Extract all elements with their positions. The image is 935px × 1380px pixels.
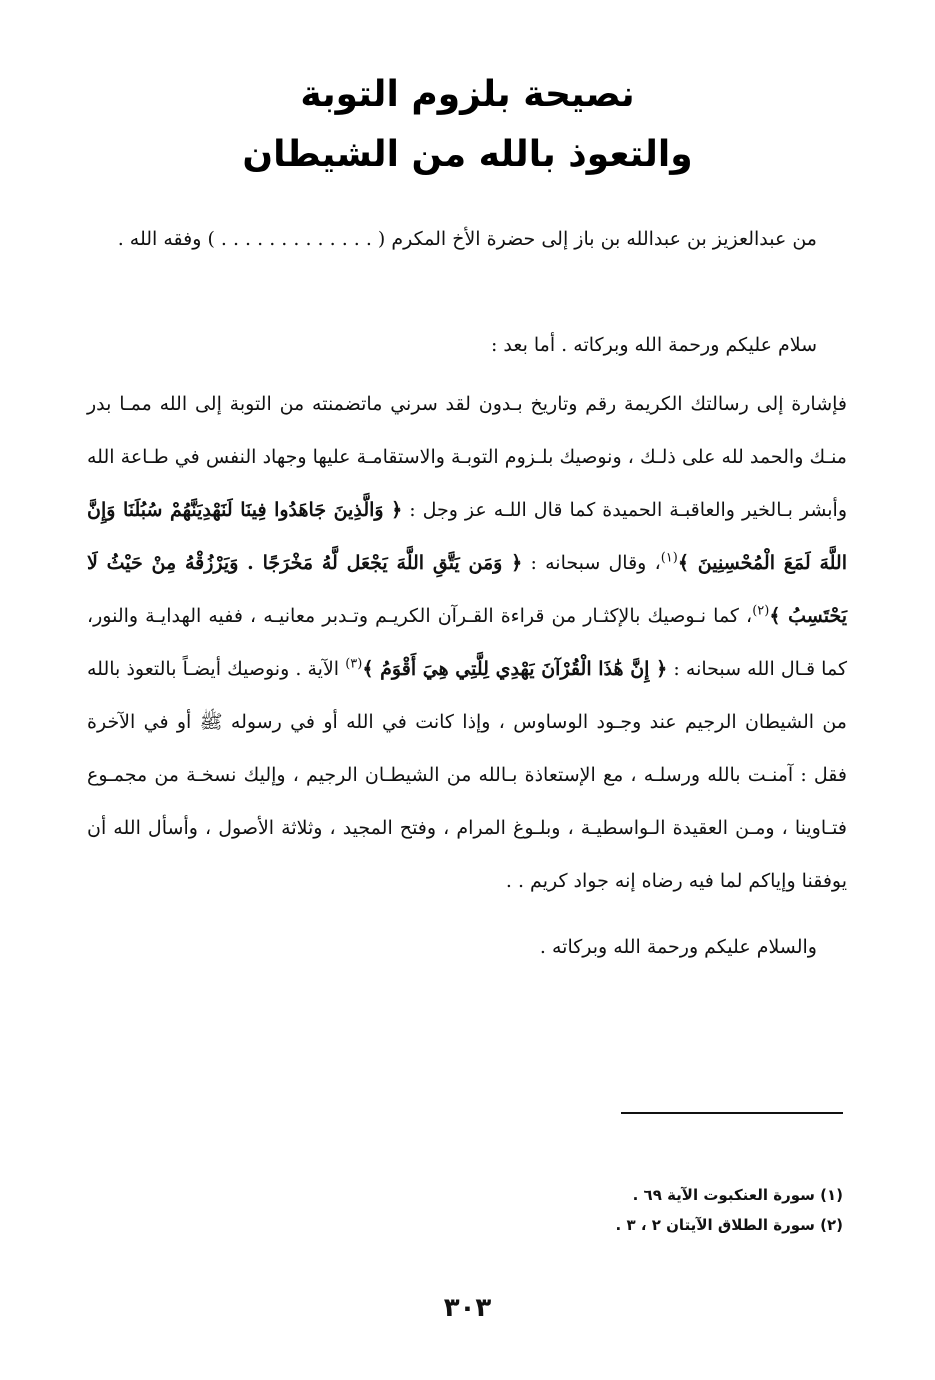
closing-paragraph: والسلام عليكم ورحمة الله وبركاته .	[539, 936, 817, 958]
quran-verse-3: ﴿ إِنَّ هَٰذَا الْقُرْآنَ يَهْدِي لِلَّتِي هِيَ أَقْوَمُ ﴾	[362, 658, 668, 680]
page-number: ٣٠٣	[443, 1293, 492, 1323]
footnote-ref-2: (٢)	[752, 603, 770, 619]
quran-verse-2: ﴿ وَمَن يَتَّقِ اللَّهَ يَجْعَل لَّهُ مَخْرَجًا . وَيَرْزُقْهُ مِنْ حَيْثُ لَا يَحْتَسِبُ ﴾	[87, 552, 848, 627]
greeting-paragraph: سلام عليكم ورحمة الله وبركاته . أما بعد :	[490, 334, 817, 356]
body-text-3: ، كما نـوصيك بالإكثـار من قراءة القـرآن الكريـم وتـدبر معانيـه ، ففيه الهدايـة والنور، كما قـال الله سبحانه :	[87, 605, 847, 680]
title-line-1: نصيحة بلزوم التوبة	[300, 74, 635, 115]
body-text-4: الآية . ونوصيك أيضـاً بالتعوذ بالله من الشيطان الرجيم عند وجـود الوساوس ، وإذا كانت في الله أو في رسوله ﷺ أو في الآخرة فقل : آمنـت بالله ورسلـه ، مع الإستعاذة بـالله من الشيطـان الرجيم ، وإليك نسخـة من مجمـوع فتـاوينا ، ومـن العقيدة الـواسطيـة ، وبلـوغ المرام ، وفتح المجيد ، وثلاثة الأصول ، وأسأل الله أن يوفقنا وإياكم لما فيه رضاه إنه جواد كريم . .	[87, 658, 847, 892]
body-text-2: ، وقال سبحانه :	[530, 552, 661, 574]
body-text-1: فإشارة إلى رسالتك الكريمة رقم وتاريخ بـدون لقد سرني ماتضمنته من التوبة إلى الله ممـا بدر منـك والحمد لله على ذلـك ، ونوصيك بلـزوم التوبـة والاستقامـة عليها وجهاد النفس في طـاعة الله وأبشر بـالخير والعاقبـة الحميدة كما قال اللـه عز وجل :	[87, 393, 848, 521]
footnote-divider	[621, 1112, 843, 1114]
quran-verse-1: ﴿ وَالَّذِينَ جَاهَدُوا فِينَا لَنَهْدِيَنَّهُمْ سُبُلَنَا وَإِنَّ اللَّهَ لَمَعَ الْمُحْسِنِينَ ﴾	[87, 499, 847, 574]
intro-paragraph: من عبدالعزيز بن عبدالله بن باز إلى حضرة الأخ المكرم ( . . . . . . . . . . . . . ) وفقه الله .	[117, 228, 817, 250]
footnotes-list	[343, 1180, 843, 1240]
title-line-2: والتعوذ بالله من الشيطان	[242, 134, 693, 175]
footnote-ref-1: (١)	[660, 550, 678, 566]
footnote-item: (١) سورة العنكبوت الآية ٦٩ .	[632, 1186, 843, 1204]
footnote-ref-3: (٣)	[345, 656, 363, 672]
footnote-item: (٢) سورة الطلاق الآيتان ٢ ، ٣ .	[615, 1216, 843, 1234]
body-paragraph	[87, 378, 847, 908]
